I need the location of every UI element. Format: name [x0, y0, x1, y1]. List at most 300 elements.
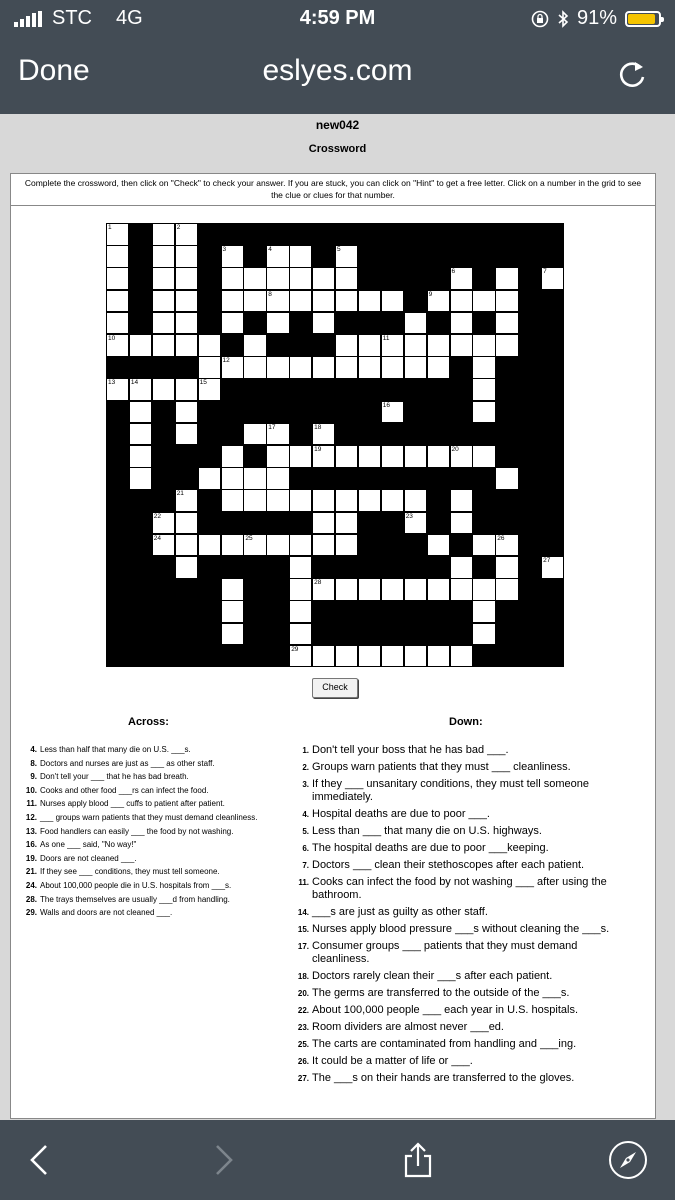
grid-cell[interactable] [129, 467, 152, 490]
grid-cell[interactable] [266, 267, 289, 290]
grid-cell[interactable] [312, 512, 335, 535]
clue-number: 19. [25, 853, 37, 863]
grid-cell[interactable] [381, 645, 404, 668]
clue-number: 11. [26, 799, 37, 809]
grid-cell[interactable] [495, 267, 518, 290]
down-clue [287, 970, 637, 983]
clue-text: ___s are just as guilty as other staff. [312, 906, 488, 918]
clue-number[interactable]: 7 [543, 268, 547, 276]
grid-cell[interactable] [495, 556, 518, 579]
grid-cell[interactable] [335, 578, 358, 601]
grid-cell[interactable] [450, 290, 473, 313]
down-clue [287, 825, 637, 838]
across-clue [25, 827, 275, 837]
clue-number[interactable]: 26 [497, 534, 505, 542]
clue-number[interactable]: 13 [108, 379, 116, 387]
grid-cell[interactable] [221, 623, 244, 646]
grid-cell[interactable] [312, 267, 335, 290]
down-clue [287, 778, 637, 804]
grid-cell[interactable] [335, 512, 358, 535]
grid-cell[interactable] [472, 445, 495, 468]
clue-number[interactable]: 5 [337, 246, 341, 254]
grid-cell[interactable] [427, 445, 450, 468]
clue-text: Nurses apply blood pressure ___s without cleaning the ___s. [312, 923, 610, 935]
clue-number[interactable]: 12 [222, 357, 230, 365]
grid-cell[interactable] [427, 534, 450, 557]
grid-cell[interactable] [221, 489, 244, 512]
clue-number: 27. [297, 1074, 309, 1083]
grid-cell[interactable] [289, 356, 312, 379]
grid-cell[interactable] [472, 401, 495, 424]
grid-cell[interactable] [404, 312, 427, 335]
grid-cell[interactable] [152, 512, 175, 535]
grid-cell[interactable] [450, 445, 473, 468]
crossword-frame [10, 173, 656, 1119]
grid-cell[interactable] [381, 290, 404, 313]
clue-number[interactable]: 4 [268, 246, 272, 254]
clue-number[interactable]: 21 [176, 490, 184, 498]
grid-cell[interactable] [541, 267, 564, 290]
clue-number: 14. [297, 908, 309, 917]
clue-text: ___ groups warn patients that they must demand cleanliness. [40, 812, 258, 822]
clue-number[interactable]: 14 [130, 379, 139, 387]
grid-cell[interactable] [198, 534, 221, 557]
grid-cell[interactable] [358, 290, 381, 313]
battery-icon [625, 11, 661, 27]
clue-number: 18. [297, 972, 309, 981]
grid-cell[interactable] [175, 312, 198, 335]
grid-cell[interactable] [289, 556, 312, 579]
grid-cell[interactable] [312, 312, 335, 335]
clue-text: Hospital deaths are due to poor ___. [312, 808, 490, 820]
across-clue [25, 881, 275, 891]
clue-number[interactable]: 17 [268, 423, 276, 431]
grid-cell[interactable] [129, 423, 152, 446]
grid-cell[interactable] [495, 467, 518, 490]
page-title: Crossword [308, 143, 367, 155]
across-clues [25, 745, 275, 922]
grid-cell[interactable] [312, 445, 335, 468]
clue-number: 1. [302, 746, 309, 755]
carrier: STC [52, 7, 92, 29]
clue-text: The trays themselves are usually ___d from handling. [40, 894, 230, 904]
clue-text: Food handlers can easily ___ the food by not washing. [40, 826, 234, 836]
grid-cell[interactable] [221, 312, 244, 335]
grid-cell[interactable] [427, 356, 450, 379]
grid-cell[interactable] [198, 467, 221, 490]
across-clue [25, 908, 275, 918]
grid-cell[interactable] [266, 445, 289, 468]
grid-cell[interactable] [472, 334, 495, 357]
grid-cell[interactable] [335, 489, 358, 512]
down-clue [287, 1021, 637, 1034]
chevron-right-icon[interactable] [205, 1142, 241, 1178]
grid-cell[interactable] [266, 312, 289, 335]
clue-number[interactable]: 10 [108, 335, 116, 342]
clue-text: Doctors ___ clean their stethoscopes after each patient. [312, 859, 585, 871]
grid-cell[interactable] [427, 578, 450, 601]
clue-number: 20. [297, 989, 309, 998]
clue-number[interactable]: 16 [382, 401, 391, 409]
clue-text: The hospital deaths are due to poor ___keeping. [312, 842, 549, 854]
grid-cell[interactable] [404, 334, 427, 357]
down-clue [287, 876, 637, 902]
grid-cell[interactable] [243, 423, 266, 446]
grid-cell[interactable] [175, 512, 198, 535]
grid-cell[interactable] [404, 512, 427, 535]
grid-cell[interactable] [152, 312, 175, 335]
grid-cell[interactable] [175, 223, 198, 246]
across-clue [25, 895, 275, 905]
done-button[interactable]: Done [18, 54, 90, 87]
status-right [531, 7, 661, 30]
grid-cell[interactable] [175, 290, 198, 313]
grid-cell[interactable] [358, 489, 381, 512]
clue-number: 25. [297, 1040, 309, 1049]
grid-cell[interactable] [427, 334, 450, 357]
grid-cell[interactable] [335, 356, 358, 379]
grid-cell[interactable] [335, 290, 358, 313]
grid-cell[interactable] [289, 534, 312, 557]
grid-cell[interactable] [152, 334, 175, 357]
grid-cell[interactable] [450, 645, 473, 668]
grid-cell[interactable] [358, 445, 381, 468]
grid-cell[interactable] [221, 267, 244, 290]
down-clue [287, 1004, 637, 1017]
grid-cell[interactable] [152, 245, 175, 268]
browser-toolbar [0, 1120, 675, 1200]
clue-text: Cooks can infect the food by not washing ___ after using the bathroom. [312, 876, 607, 901]
grid-cell[interactable] [289, 578, 312, 601]
grid-cell[interactable] [289, 623, 312, 646]
clue-text: The germs are transferred to the outside of the ___s. [312, 987, 570, 999]
clue-number: 4. [302, 810, 309, 819]
clue-number[interactable]: 18 [314, 423, 322, 431]
grid-cell[interactable] [450, 556, 473, 579]
clue-number[interactable]: 27 [543, 557, 551, 564]
grid-cell[interactable] [266, 356, 289, 379]
grid-cell[interactable] [427, 290, 450, 313]
grid-cell[interactable] [198, 334, 221, 357]
grid-cell[interactable] [106, 378, 129, 401]
clue-number[interactable]: 8 [268, 290, 272, 298]
grid-cell[interactable] [266, 290, 289, 313]
grid-cell[interactable] [175, 334, 198, 357]
grid-cell[interactable] [175, 245, 198, 268]
grid-cell[interactable] [289, 267, 312, 290]
grid-cell[interactable] [335, 334, 358, 357]
grid-cell[interactable] [221, 534, 244, 557]
down-clue [287, 761, 637, 774]
clue-text: Don't tell your boss that he has bad ___. [312, 744, 509, 756]
grid-cell[interactable] [404, 578, 427, 601]
down-clue [287, 940, 637, 966]
grid-cell[interactable] [175, 423, 198, 446]
clue-number: 29. [25, 908, 37, 918]
clue-number: 21. [25, 867, 37, 877]
down-clues [287, 744, 637, 1089]
clue-text: Nurses apply blood ___ cuffs to patient after patient. [40, 799, 225, 809]
across-clue [25, 867, 275, 877]
grid-cell[interactable] [312, 290, 335, 313]
grid-cell[interactable] [358, 578, 381, 601]
clue-text: Doctors and nurses are just as ___ as other staff. [40, 758, 215, 768]
grid-cell[interactable] [243, 534, 266, 557]
grid-cell[interactable] [243, 467, 266, 490]
grid-cell[interactable] [106, 267, 129, 290]
grid-cell[interactable] [221, 467, 244, 490]
grid-cell[interactable] [358, 645, 381, 668]
grid-cell[interactable] [129, 401, 152, 424]
grid-cell[interactable] [266, 489, 289, 512]
clue-number[interactable]: 22 [153, 512, 162, 520]
clue-number: 26. [297, 1057, 309, 1066]
clue-text: Don't tell your ___ that he has bad breath. [40, 772, 189, 782]
clue-text: It could be a matter of life or ___. [312, 1055, 473, 1067]
grid-cell[interactable] [358, 356, 381, 379]
grid-cell[interactable] [243, 489, 266, 512]
clue-number[interactable]: 9 [428, 290, 433, 298]
grid-cell[interactable] [266, 245, 289, 268]
clue-text: Room dividers are almost never ___ed. [312, 1021, 504, 1033]
clue-text: As one ___ said, "No way!" [40, 840, 137, 850]
grid-cell[interactable] [129, 378, 152, 401]
grid-cell[interactable] [152, 267, 175, 290]
grid-cell[interactable] [175, 378, 198, 401]
grid-cell[interactable] [221, 600, 244, 623]
clue-number: 24. [25, 880, 37, 890]
grid-cell[interactable] [289, 600, 312, 623]
clue-number[interactable]: 20 [451, 446, 459, 453]
page-content [0, 114, 675, 1120]
clue-number[interactable]: 24 [153, 534, 162, 542]
rotation-lock-icon [531, 10, 549, 28]
clue-number[interactable]: 28 [314, 579, 322, 587]
grid-cell[interactable] [472, 356, 495, 379]
grid-cell[interactable] [106, 290, 129, 313]
clue-number[interactable]: 25 [245, 534, 253, 542]
clue-number[interactable]: 1 [108, 224, 112, 231]
grid-cell[interactable] [266, 423, 289, 446]
grid-cell[interactable] [129, 334, 152, 357]
grid-cell[interactable] [175, 489, 198, 512]
grid-cell[interactable] [198, 356, 221, 379]
grid-cell[interactable] [243, 267, 266, 290]
across-clue [25, 772, 275, 782]
across-clue [25, 799, 275, 809]
down-clue [287, 859, 637, 872]
grid-cell[interactable] [289, 645, 312, 668]
grid-cell[interactable] [243, 290, 266, 313]
across-clue [25, 840, 275, 850]
grid-cell[interactable] [472, 578, 495, 601]
clue-number[interactable]: 6 [451, 268, 456, 276]
grid-cell[interactable] [289, 245, 312, 268]
battery-percent: 91% [576, 7, 617, 29]
clue-text: Less than ___ that many die on U.S. highways. [312, 825, 542, 837]
clue-number: 8. [30, 758, 37, 768]
grid-cell[interactable] [198, 378, 221, 401]
clue-number: 17. [297, 942, 309, 951]
grid-cell[interactable] [289, 445, 312, 468]
clue-number: 12. [25, 812, 37, 822]
status-bar [0, 0, 675, 40]
clue-number: 23. [297, 1023, 309, 1032]
grid-cell[interactable] [472, 378, 495, 401]
clue-text: Cooks and other food ___rs can infect the food. [40, 785, 209, 795]
clock: 4:59 PM [299, 7, 376, 29]
across-heading: Across: [128, 716, 169, 728]
grid-cell[interactable] [289, 290, 312, 313]
grid-cell[interactable] [106, 223, 129, 246]
clue-number[interactable]: 23 [405, 512, 413, 520]
grid-cell[interactable] [450, 267, 473, 290]
clue-number[interactable]: 2 [176, 224, 181, 231]
clue-text: About 100,000 people die in U.S. hospitals from ___s. [40, 880, 232, 890]
across-clue [25, 759, 275, 769]
grid-cell[interactable] [472, 600, 495, 623]
grid-cell[interactable] [495, 534, 518, 557]
clue-text: Doors are not cleaned ___. [40, 853, 137, 863]
grid-cell[interactable] [106, 334, 129, 357]
grid-cell[interactable] [472, 290, 495, 313]
grid-cell[interactable] [266, 467, 289, 490]
grid-cell[interactable] [404, 356, 427, 379]
across-clue [25, 745, 275, 755]
clue-text: Groups warn patients that they must ___ cleanliness. [312, 761, 571, 773]
grid-cell[interactable] [450, 489, 473, 512]
grid-cell[interactable] [221, 356, 244, 379]
page-code: new042 [315, 118, 360, 132]
grid-cell[interactable] [381, 489, 404, 512]
clue-number: 9. [30, 772, 37, 782]
grid-cell[interactable] [175, 556, 198, 579]
down-clue [287, 1055, 637, 1068]
down-clue [287, 906, 637, 919]
clue-number: 7. [302, 861, 309, 870]
grid-cell[interactable] [381, 334, 404, 357]
clue-number: 28. [25, 894, 37, 904]
grid-cell[interactable] [495, 578, 518, 601]
clue-number: 4. [30, 745, 37, 754]
grid-cell[interactable] [495, 334, 518, 357]
grid-cell[interactable] [106, 245, 129, 268]
clue-number: 16. [25, 840, 37, 850]
grid-cell[interactable] [175, 401, 198, 424]
clue-text: Consumer groups ___ patients that they must demand cleanliness. [312, 940, 578, 965]
grid-cell[interactable] [266, 534, 289, 557]
grid-cell[interactable] [312, 645, 335, 668]
clue-number: 15. [297, 925, 309, 934]
grid-cell[interactable] [450, 312, 473, 335]
compass-icon[interactable] [608, 1140, 648, 1180]
crossword-grid [106, 223, 564, 667]
down-clue [287, 842, 637, 855]
grid-cell[interactable] [152, 534, 175, 557]
clue-number[interactable]: 11 [382, 335, 390, 342]
grid-cell[interactable] [221, 445, 244, 468]
grid-cell[interactable] [381, 401, 404, 424]
grid-cell[interactable] [152, 290, 175, 313]
grid-cell[interactable] [106, 312, 129, 335]
grid-cell[interactable] [221, 245, 244, 268]
clue-number[interactable]: 15 [199, 379, 207, 387]
clue-number[interactable]: 29 [291, 645, 299, 653]
grid-cell[interactable] [450, 334, 473, 357]
grid-cell[interactable] [312, 578, 335, 601]
clue-text: The carts are contaminated from handling and ___ing. [312, 1038, 577, 1050]
check-button[interactable]: Check [312, 678, 358, 698]
grid-cell[interactable] [381, 578, 404, 601]
grid-cell[interactable] [152, 223, 175, 246]
grid-cell[interactable] [381, 356, 404, 379]
grid-cell[interactable] [358, 334, 381, 357]
grid-cell[interactable] [495, 290, 518, 313]
grid-cell[interactable] [129, 445, 152, 468]
clue-text: Doctors rarely clean their ___s after each patient. [312, 970, 553, 982]
down-clue [287, 1038, 637, 1051]
grid-cell[interactable] [312, 423, 335, 446]
grid-cell[interactable] [335, 645, 358, 668]
down-heading: Down: [449, 716, 483, 728]
network-type: 4G [116, 7, 143, 29]
grid-cell[interactable] [404, 489, 427, 512]
clue-number: 22. [297, 1006, 309, 1015]
grid-cell[interactable] [335, 245, 358, 268]
across-clue [25, 786, 275, 796]
grid-cell[interactable] [495, 312, 518, 335]
clue-number[interactable]: 19 [314, 446, 322, 453]
chevron-left-icon[interactable] [22, 1142, 58, 1178]
grid-cell[interactable] [381, 445, 404, 468]
grid-cell[interactable] [221, 290, 244, 313]
grid-cell[interactable] [312, 356, 335, 379]
instructions: Complete the crossword, then click on "Check" to check your answer. If you are stuck, you can click on "Hint" to get a free letter. Click on a number in the grid to see the clue or clues for that number. [11, 174, 655, 206]
share-icon[interactable] [400, 1142, 436, 1178]
grid-cell[interactable] [472, 623, 495, 646]
grid-cell[interactable] [152, 378, 175, 401]
grid-cell[interactable] [312, 489, 335, 512]
grid-cell[interactable] [404, 445, 427, 468]
grid-cell[interactable] [450, 578, 473, 601]
browser-nav-bar [0, 40, 675, 114]
grid-cell[interactable] [427, 645, 450, 668]
grid-cell[interactable] [472, 534, 495, 557]
reload-icon[interactable] [615, 58, 649, 92]
across-clue [25, 854, 275, 864]
grid-cell[interactable] [335, 267, 358, 290]
grid-cell[interactable] [312, 534, 335, 557]
grid-cell[interactable] [243, 356, 266, 379]
grid-cell[interactable] [243, 334, 266, 357]
grid-cell[interactable] [450, 512, 473, 535]
grid-cell[interactable] [289, 489, 312, 512]
grid-cell[interactable] [221, 578, 244, 601]
grid-cell[interactable] [404, 645, 427, 668]
grid-cell[interactable] [335, 534, 358, 557]
clue-number: 5. [302, 827, 309, 836]
grid-cell[interactable] [541, 556, 564, 579]
grid-cell[interactable] [335, 445, 358, 468]
clue-text: If they see ___ conditions, they must tell someone. [40, 867, 220, 877]
clue-number[interactable]: 3 [222, 246, 227, 254]
grid-cell[interactable] [175, 534, 198, 557]
across-clue [25, 813, 275, 823]
clue-number: 2. [302, 763, 309, 772]
page-domain: eslyes.com [262, 54, 413, 87]
grid-cell[interactable] [175, 267, 198, 290]
clue-text: Less than half that many die on U.S. ___s. [40, 745, 191, 754]
